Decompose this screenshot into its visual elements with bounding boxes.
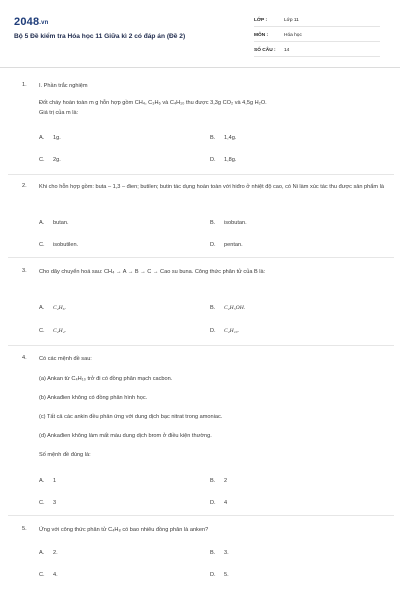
question-text: Khi cho hỗn hợp gồm: buta – 1,3 – đien; butilen; butin tác dụng hoàn toàn với hiđro ở nhiệt độ cao, có Ni làm xúc tác thu được sản phẩm là bbox=[39, 184, 384, 190]
answer-option-b[interactable] bbox=[210, 550, 229, 556]
answer-option-c[interactable] bbox=[39, 500, 56, 506]
statement-d: (d) Ankađien không làm mất màu dung dịch brom ở điều kiện thường. bbox=[39, 433, 212, 439]
option-letter: A. bbox=[39, 478, 45, 484]
option-letter: C. bbox=[39, 500, 45, 506]
option-text: isobutan. bbox=[224, 220, 247, 226]
option-text: C₄H₆. bbox=[53, 305, 67, 311]
option-letter: B. bbox=[210, 220, 216, 226]
page-title: Bộ 5 Đề kiểm tra Hóa học 11 Giữa kì 2 có đáp án (Đề 2) bbox=[14, 33, 186, 40]
option-text: 5. bbox=[224, 572, 229, 578]
logo-suffix: .vn bbox=[39, 20, 49, 26]
answer-option-d[interactable] bbox=[210, 157, 236, 163]
question-text: Cho dãy chuyển hoá sau: CH₄ → A → B → C → Cao su buna. Công thức phân tử của B là: bbox=[39, 269, 266, 275]
option-text: C₄H₄. bbox=[53, 328, 67, 334]
question-number: 4. bbox=[22, 355, 27, 361]
option-letter: A. bbox=[39, 305, 45, 311]
answer-option-a[interactable] bbox=[39, 478, 56, 484]
answer-option-a[interactable] bbox=[39, 305, 66, 311]
option-letter: D. bbox=[210, 572, 216, 578]
option-letter: B. bbox=[210, 478, 216, 484]
question-divider bbox=[8, 257, 394, 258]
option-text: 1,4g. bbox=[224, 135, 237, 141]
question-number: 5. bbox=[22, 526, 27, 532]
option-text: 2g. bbox=[53, 157, 61, 163]
meta-key: MÔN : bbox=[254, 33, 269, 38]
option-letter: A. bbox=[39, 220, 45, 226]
option-text: 4 bbox=[224, 500, 228, 506]
answer-option-b[interactable] bbox=[210, 220, 247, 226]
statement-c: (c) Tất cả các ankin đều phản ứng với dung dịch bạc nitrat trong amoniac. bbox=[39, 414, 223, 420]
answer-option-b[interactable] bbox=[210, 135, 236, 141]
option-text: butan. bbox=[53, 220, 69, 226]
option-letter: B. bbox=[210, 305, 216, 311]
option-letter: B. bbox=[210, 135, 216, 141]
question-number: 3. bbox=[22, 268, 27, 274]
answer-option-d[interactable] bbox=[210, 572, 229, 578]
option-text: isobutilen. bbox=[53, 242, 79, 248]
logo-text: 2048 bbox=[14, 16, 40, 28]
option-letter: C. bbox=[39, 242, 45, 248]
answer-option-a[interactable] bbox=[39, 550, 58, 556]
answer-option-a[interactable] bbox=[39, 135, 61, 141]
answer-option-b[interactable] bbox=[210, 305, 245, 311]
meta-value: Lớp 11 bbox=[284, 18, 299, 23]
question-stem: Đốt cháy hoàn toàn m g hỗn hợp gồm CH₄, C₃H₆ và C₄H₁₀ thu được 3,3g CO₂ và 4,5g H₂O. bbox=[39, 100, 267, 106]
question-divider bbox=[8, 174, 394, 175]
answer-option-c[interactable] bbox=[39, 157, 61, 163]
option-letter: C. bbox=[39, 328, 45, 334]
answer-option-c[interactable] bbox=[39, 572, 58, 578]
site-logo[interactable] bbox=[14, 16, 49, 28]
meta-divider bbox=[254, 41, 380, 42]
answer-option-a[interactable] bbox=[39, 220, 69, 226]
option-letter: D. bbox=[210, 328, 216, 334]
option-letter: D. bbox=[210, 500, 216, 506]
question-text: I. Phần trắc nghiệm bbox=[39, 83, 88, 89]
option-letter: D. bbox=[210, 157, 216, 163]
option-text: pentan. bbox=[224, 242, 243, 248]
meta-key: LỚP : bbox=[254, 18, 268, 23]
statement-b: (b) Ankađien không có đồng phân hình học. bbox=[39, 395, 148, 401]
option-text: 2. bbox=[53, 550, 58, 556]
question-number: 1. bbox=[22, 82, 27, 88]
answer-option-d[interactable] bbox=[210, 500, 227, 506]
option-letter: C. bbox=[39, 157, 45, 163]
option-letter: A. bbox=[39, 135, 45, 141]
option-text: 2 bbox=[224, 478, 228, 484]
option-text: 3. bbox=[224, 550, 229, 556]
option-letter: B. bbox=[210, 550, 216, 556]
meta-divider bbox=[254, 56, 380, 57]
option-letter: A. bbox=[39, 550, 45, 556]
answer-option-d[interactable] bbox=[210, 328, 239, 334]
meta-divider bbox=[254, 26, 380, 27]
option-text: C₄H₁₀. bbox=[224, 328, 240, 334]
question-prompt: Số mệnh đề đúng là: bbox=[39, 452, 91, 458]
meta-key: SỐ CÂU : bbox=[254, 48, 276, 53]
question-prompt: Giá trị của m là: bbox=[39, 110, 79, 116]
question-text: Ứng với công thức phân tử C₄H₈ có bao nhiêu đồng phân là anken? bbox=[39, 527, 209, 533]
question-text: Có các mệnh đề sau: bbox=[39, 356, 92, 362]
option-text: 1,8g. bbox=[224, 157, 237, 163]
statement-a: (a) Ankan từ C₄H₁₀ trở đi có đồng phân mạch cacbon. bbox=[39, 376, 173, 382]
answer-option-d[interactable] bbox=[210, 242, 243, 248]
option-letter: C. bbox=[39, 572, 45, 578]
question-number: 2. bbox=[22, 183, 27, 189]
header-divider bbox=[0, 67, 400, 68]
option-text: 4. bbox=[53, 572, 58, 578]
document-header bbox=[0, 0, 400, 66]
question-divider bbox=[8, 345, 394, 346]
meta-value: 14 bbox=[284, 48, 290, 53]
option-text: 1 bbox=[53, 478, 57, 484]
option-text: 1g. bbox=[53, 135, 61, 141]
option-letter: D. bbox=[210, 242, 216, 248]
option-text: C₂H₅OH. bbox=[224, 305, 246, 311]
question-divider bbox=[8, 515, 394, 516]
option-text: 3 bbox=[53, 500, 57, 506]
answer-option-b[interactable] bbox=[210, 478, 227, 484]
answer-option-c[interactable] bbox=[39, 328, 66, 334]
meta-value: Hóa học bbox=[284, 33, 302, 38]
answer-option-c[interactable] bbox=[39, 242, 78, 248]
